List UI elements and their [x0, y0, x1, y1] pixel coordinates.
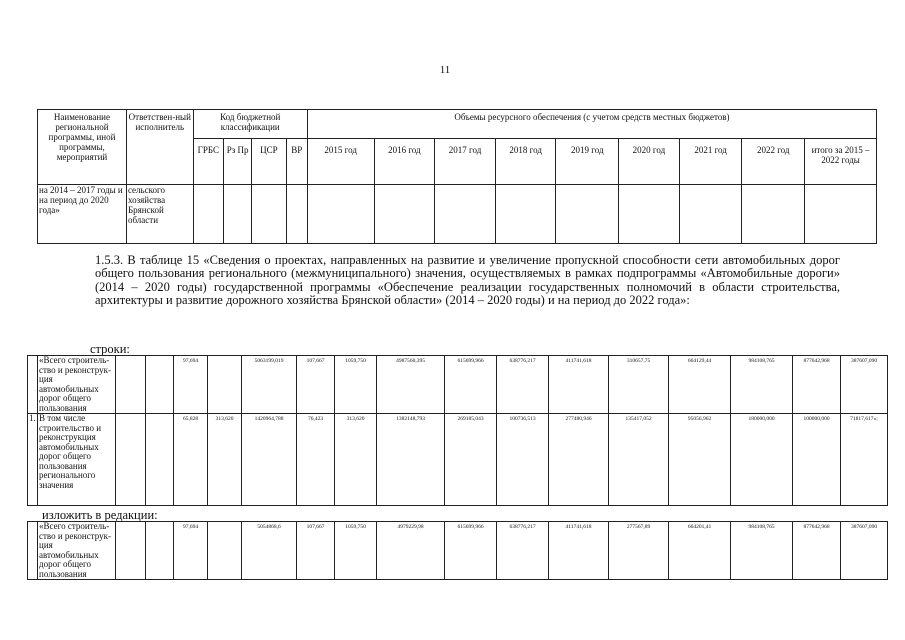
header-code-vr: ВР	[286, 139, 307, 185]
header-year: 2015 год	[307, 139, 374, 185]
cell-value: 1420964,788	[242, 414, 297, 506]
row-number	[28, 356, 38, 414]
cell-value: 664201,41	[669, 522, 731, 580]
old-rows-table	[27, 355, 888, 506]
cell-value: 107,667	[297, 356, 335, 414]
cell-value: 664129,44	[669, 356, 731, 414]
cell-value: 638776,217	[497, 522, 549, 580]
cell-value: 65,828	[174, 414, 208, 506]
table-row	[28, 522, 888, 580]
cell-value: 4987560,395	[377, 356, 445, 414]
header-code-rzpr: Рз Пр	[223, 139, 251, 185]
page-number: 11	[439, 64, 451, 76]
cell-value: 411741,618	[549, 356, 609, 414]
cell-value: 95056,962	[669, 414, 731, 506]
cell-value: 277480,946	[549, 414, 609, 506]
cell-value: 71817,617»;	[841, 414, 888, 506]
cell-value: 984108,765	[731, 522, 793, 580]
cell-value: 877642,968	[793, 356, 841, 414]
cell-value: 877642,968	[793, 522, 841, 580]
table-row	[28, 414, 888, 506]
cell-value: 387607,090	[841, 522, 888, 580]
cell-value: 107,667	[297, 522, 335, 580]
cell-value: 135417,052	[609, 414, 669, 506]
header-code-csr: ЦСР	[252, 139, 286, 185]
cell-value: 615699,966	[445, 522, 497, 580]
label-edit: изложить в редакции:	[42, 508, 158, 522]
cell-value: 1059,750	[335, 356, 377, 414]
row-name: «Всего строитель-ство и реконструк-ция автомобильных дорог общего пользования	[38, 356, 116, 414]
header-year: 2018 год	[495, 139, 556, 185]
header-total: итого за 2015 – 2022 годы	[805, 139, 877, 185]
cell-value: 310657,75	[609, 356, 669, 414]
header-year: 2021 год	[679, 139, 742, 185]
cell-value	[208, 522, 242, 580]
header-year: 2019 год	[556, 139, 619, 185]
header-year: 2017 год	[435, 139, 496, 185]
cell-value: 1059,750	[335, 522, 377, 580]
cell-value: 180000,000	[731, 414, 793, 506]
cell-value: 76,423	[297, 414, 335, 506]
cell-value: 984108,765	[731, 356, 793, 414]
header-year: 2016 год	[374, 139, 435, 185]
cell-value: 387607,090	[841, 356, 888, 414]
header-year: 2022 год	[742, 139, 805, 185]
label-rows: строки:	[90, 342, 130, 356]
header-executor: Ответствен-ный исполнитель	[126, 110, 193, 185]
cell-value: 5063199,019	[242, 356, 297, 414]
cell-value: 100736,513	[497, 414, 549, 506]
resource-table	[37, 109, 877, 244]
cell-value: 100000,000	[793, 414, 841, 506]
row-number	[28, 522, 38, 580]
cell-value: 411741,618	[549, 522, 609, 580]
header-code-grbs: ГРБС	[193, 139, 223, 185]
header-budget-code: Код бюджетной классификации	[193, 110, 307, 139]
cell-value: 269185,043	[445, 414, 497, 506]
cell-value: 97,694	[174, 522, 208, 580]
row-name: на 2014 – 2017 годы и на период до 2020 года»	[38, 185, 127, 244]
cell-value: 313,620	[208, 414, 242, 506]
row-name: «Всего строитель-ство и реконструк-ция автомобильных дорог общего пользования	[38, 522, 116, 580]
header-year: 2020 год	[619, 139, 680, 185]
header-resources: Объемы ресурсного обеспечения (с учетом средств местных бюджетов)	[307, 110, 876, 139]
cell-value: 5054868,6	[242, 522, 297, 580]
row-executor: сельского хозяйства Брянской области	[126, 185, 193, 244]
cell-value: 638776,217	[497, 356, 549, 414]
table-row	[28, 356, 888, 414]
cell-value: 97,694	[174, 356, 208, 414]
paragraph-1-5-3: 1.5.3. В таблице 15 «Сведения о проектах, направленных на развитие и увеличение пропускной способности сети автомобильных дорог общего пользования регионального (межмуниципального) значения, осуществляемых в рамках подпрограммы «Автомобильные дороги» (2014 – 2020 годы) государственной программы «Обеспечение реализации государственных полномочий в области строительства, архитектуры и развитие дорожного хозяйства Брянской области» (2014 – 2020 годы) и на период до 2022 года»:	[95, 253, 840, 308]
cell-value: 4979229,98	[377, 522, 445, 580]
row-number: 1.	[28, 414, 38, 506]
cell-value: 313,620	[335, 414, 377, 506]
cell-value	[208, 356, 242, 414]
cell-value: 615699,966	[445, 356, 497, 414]
new-rows-table	[27, 521, 888, 580]
cell-value: 277567,89	[609, 522, 669, 580]
cell-value: 1382148,793	[377, 414, 445, 506]
header-name: Наименование региональной программы, иной программы, мероприятий	[38, 110, 127, 185]
row-name: В том числе строительство и реконструкция автомобильных дорог общего пользования регионального значения	[38, 414, 116, 506]
